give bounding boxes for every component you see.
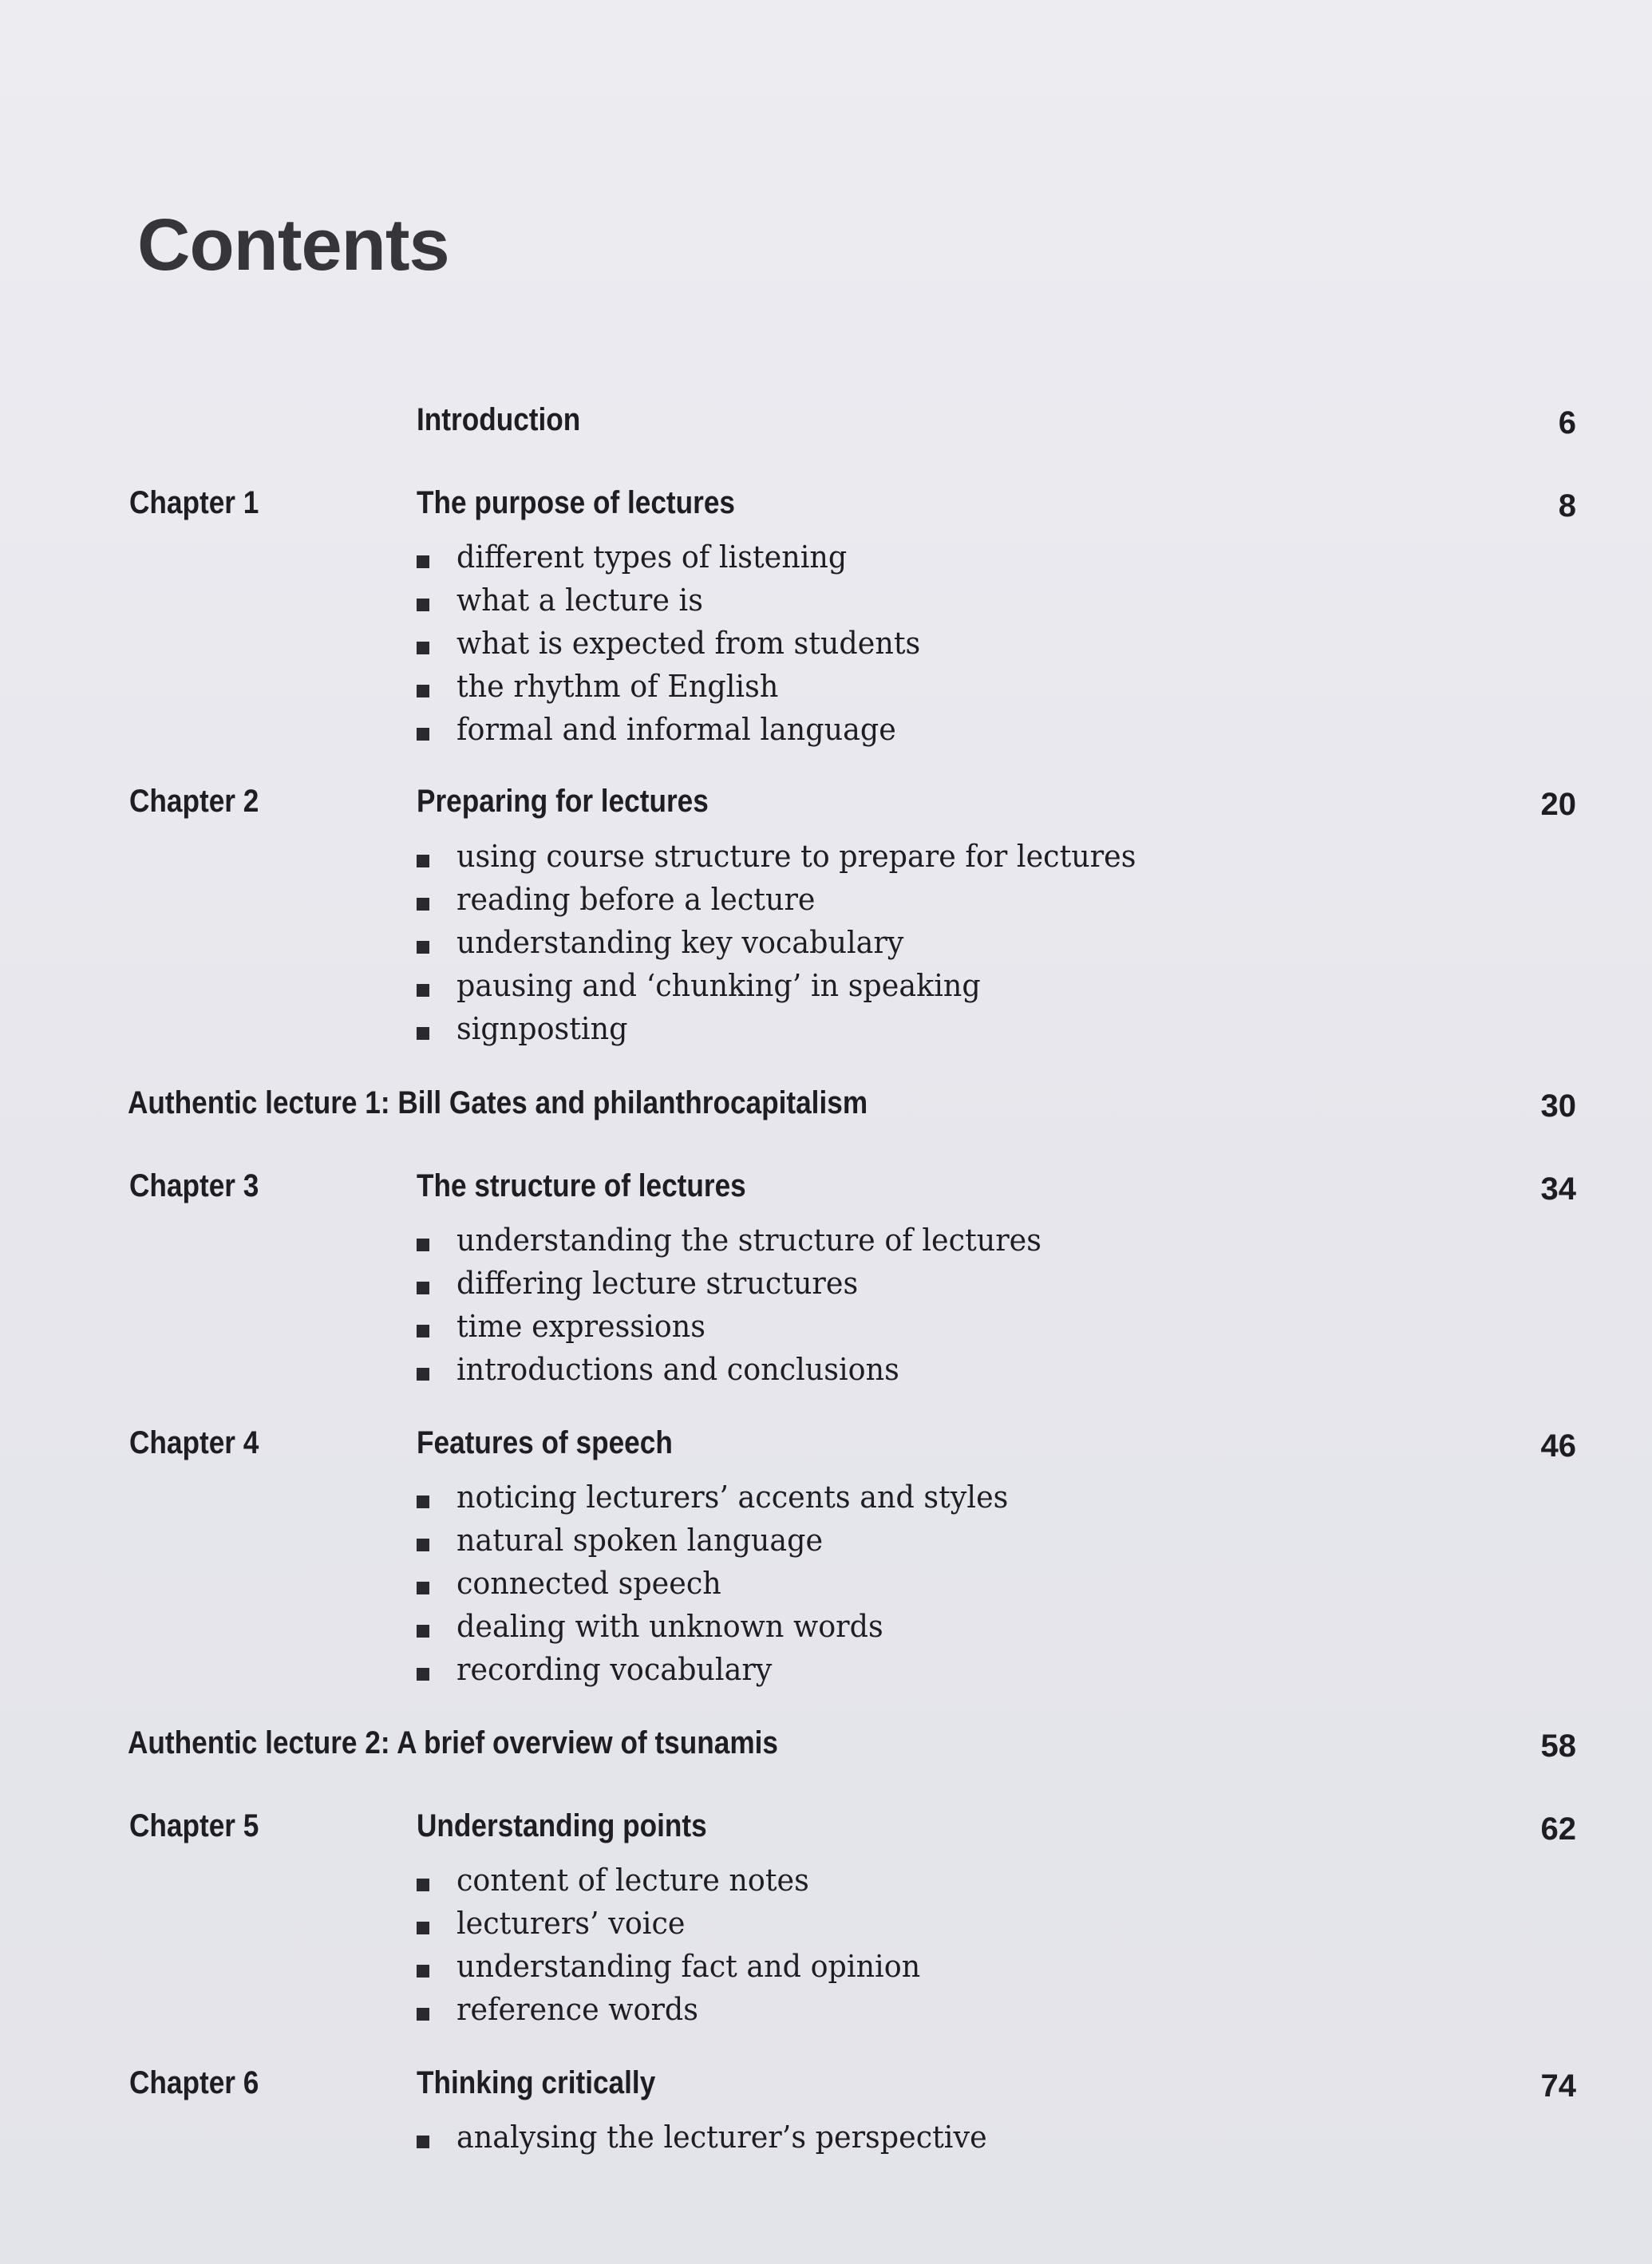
list-item	[417, 1519, 838, 1562]
introduction-heading: Introduction	[417, 402, 581, 437]
authentic-lecture-2-page-number: 58	[1540, 1729, 1576, 1764]
chapter-5-heading: Understanding points	[417, 1808, 707, 1843]
list-item-text: connected speech	[456, 1566, 721, 1601]
list-item	[417, 579, 713, 622]
list-item-text: pausing and ‘chunking’ in speaking	[456, 968, 981, 1003]
list-item-text: dealing with unknown words	[456, 1609, 883, 1644]
list-item	[417, 878, 830, 921]
chapter-6-label: Chapter 6	[129, 2065, 259, 2100]
list-item	[417, 1945, 939, 1988]
chapter-3-heading: The structure of lectures	[417, 1168, 746, 1203]
list-item-text: understanding fact and opinion	[456, 1949, 921, 1984]
bullet-icon	[417, 1922, 429, 1934]
chapter-2-heading: Preparing for lectures	[417, 784, 709, 819]
list-item-text: differing lecture structures	[456, 1266, 859, 1301]
list-item	[417, 535, 864, 579]
bullet-icon	[417, 2136, 429, 2148]
bullet-icon	[417, 728, 429, 741]
bullet-icon	[417, 984, 429, 997]
list-item	[417, 1648, 785, 1691]
bullet-icon	[417, 1282, 429, 1294]
bullet-icon	[417, 1625, 429, 1638]
list-item	[417, 921, 923, 964]
list-item-text: signposting	[456, 1011, 628, 1046]
chapter-4-heading: Features of speech	[417, 1425, 673, 1460]
bullet-icon	[417, 1325, 429, 1337]
page-title: Contents	[137, 204, 449, 286]
list-item	[417, 708, 915, 751]
list-item	[417, 622, 939, 665]
chapter-4-label: Chapter 4	[129, 1425, 259, 1460]
introduction-page-number: 6	[1558, 405, 1576, 441]
list-item	[417, 1348, 918, 1391]
chapter-6-page-number: 74	[1540, 2068, 1576, 2104]
bullet-icon	[417, 2008, 429, 2021]
chapter-3-label: Chapter 3	[129, 1168, 259, 1203]
list-item-text: understanding key vocabulary	[456, 925, 904, 960]
chapter-1-page-number: 8	[1558, 488, 1576, 524]
list-item	[417, 1476, 1031, 1519]
list-item	[417, 1562, 733, 1605]
list-item	[417, 2116, 1009, 2159]
chapter-2-label: Chapter 2	[129, 784, 259, 819]
authentic-lecture-1-heading: Authentic lecture 1: Bill Gates and philanthrocapitalism	[128, 1085, 868, 1120]
bullet-icon	[417, 1668, 429, 1681]
list-item-text: different types of listening	[456, 539, 848, 575]
list-item-text: reference words	[456, 1992, 698, 2027]
list-item	[417, 835, 1164, 878]
bullet-icon	[417, 555, 429, 568]
list-item	[417, 1988, 709, 2031]
list-item-text: what is expected from students	[456, 626, 921, 661]
list-item	[417, 964, 1002, 1007]
list-item-text: introductions and conclusions	[456, 1352, 899, 1387]
chapter-6-heading: Thinking critically	[417, 2065, 656, 2100]
list-item-text: the rhythm of English	[456, 669, 779, 704]
chapter-1-label: Chapter 1	[129, 485, 259, 520]
list-item	[417, 665, 792, 708]
list-item-text: natural spoken language	[456, 1523, 824, 1558]
list-item	[417, 1305, 716, 1348]
list-item-text: time expressions	[456, 1309, 705, 1344]
bullet-icon	[417, 1539, 429, 1551]
list-item-text: noticing lecturers’ accents and styles	[456, 1480, 1009, 1515]
list-item-text: reading before a lecture	[456, 882, 816, 917]
chapter-4-page-number: 46	[1540, 1428, 1576, 1464]
list-item	[417, 1219, 1066, 1262]
chapter-5-label: Chapter 5	[129, 1808, 259, 1843]
bullet-icon	[417, 642, 429, 654]
chapter-5-page-number: 62	[1540, 1812, 1576, 1847]
bullet-icon	[417, 1582, 429, 1594]
list-item-text: content of lecture notes	[456, 1863, 809, 1898]
bullet-icon	[417, 855, 429, 867]
list-item-text: using course structure to prepare for lectures	[456, 839, 1136, 874]
chapter-3-page-number: 34	[1540, 1172, 1576, 1207]
list-item	[417, 1859, 824, 1902]
bullet-icon	[417, 1496, 429, 1508]
list-item-text: lecturers’ voice	[456, 1906, 686, 1941]
bullet-icon	[417, 1368, 429, 1381]
bullet-icon	[417, 599, 429, 611]
list-item	[417, 1605, 901, 1648]
bullet-icon	[417, 1879, 429, 1891]
list-item	[417, 1902, 694, 1945]
bullet-icon	[417, 685, 429, 697]
bullet-icon	[417, 941, 429, 954]
authentic-lecture-2-heading: Authentic lecture 2: A brief overview of tsunamis	[128, 1725, 779, 1760]
list-item	[417, 1007, 634, 1050]
list-item-text: what a lecture is	[456, 583, 703, 618]
list-item-text: analysing the lecturer’s perspective	[456, 2120, 987, 2155]
authentic-lecture-1-page-number: 30	[1540, 1089, 1576, 1124]
bullet-icon	[417, 898, 429, 911]
chapter-2-page-number: 20	[1540, 787, 1576, 822]
list-item-text: recording vocabulary	[456, 1652, 773, 1687]
list-item-text: formal and informal language	[456, 712, 896, 747]
list-item-text: understanding the structure of lectures	[456, 1223, 1041, 1258]
bullet-icon	[417, 1027, 429, 1040]
list-item	[417, 1262, 875, 1305]
chapter-1-heading: The purpose of lectures	[417, 485, 736, 520]
bullet-icon	[417, 1239, 429, 1251]
bullet-icon	[417, 1965, 429, 1978]
